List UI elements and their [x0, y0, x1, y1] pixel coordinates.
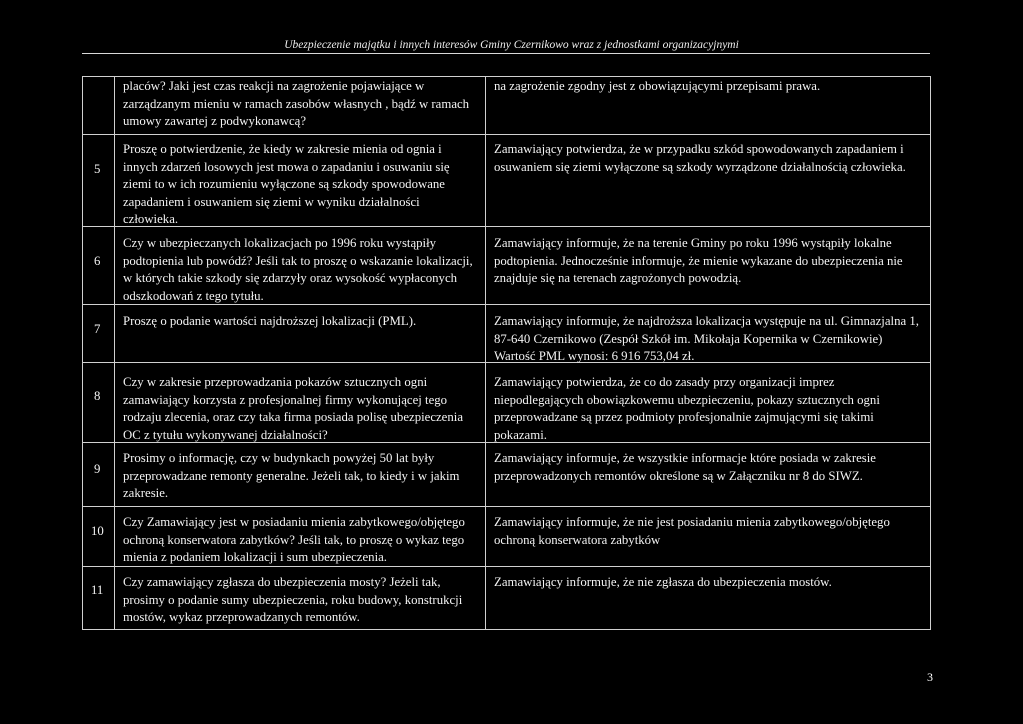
row-answer: Zamawiający informuje, że na terenie Gminy po roku 1996 wystąpiły lokalne podtopienia. Jednocześnie informuje, że mienie wykazane do ubezpieczenia nie znajduje się na terenach zagrożonych powodzią.	[494, 236, 903, 286]
row-number: 6	[94, 254, 101, 268]
table-border-right	[930, 76, 931, 630]
row-answer: Zamawiający informuje, że wszystkie informacje które posiada w zakresie przeprowadzonych remontów określone są w Załączniku nr 8 do SIWZ.	[494, 451, 876, 483]
table-row-separator	[82, 76, 930, 77]
table-divider-columns	[485, 76, 486, 630]
table-row-separator	[82, 506, 930, 507]
row-answer: Zamawiający informuje, że najdroższa lokalizacja występuje na ul. Gimnazjalna 1, 87-640 Czernikowo (Zespół Szkół im. Mikołaja Kopernika w Czernikowie) Wartość PML wynosi: 6 916 753,04 zł.	[494, 314, 919, 364]
row-question: Proszę o podanie wartości najdroższej lokalizacji (PML).	[123, 314, 417, 328]
row-question: placów? Jaki jest czas reakcji na zagrożenie pojawiające w zarządzanym mieniu w ramach zasobów własnych , bądź w ramach umowy zawartej z podwykonawcą?	[123, 79, 470, 129]
row-answer: na zagrożenie zgodny jest z obowiązującymi przepisami prawa.	[494, 79, 821, 93]
table-row-separator	[82, 134, 930, 135]
row-question: Czy w zakresie przeprowadzania pokazów sztucznych ogni zamawiający korzysta z profesjonalnej firmy wykonującej tego rodzaju zlecenia, oraz czy taka firma posiada polisę ubezpieczenia OC z tytułu wykonywanej działalności?	[123, 375, 463, 442]
row-number: 5	[94, 162, 101, 176]
row-number: 7	[94, 322, 101, 336]
row-number: 8	[94, 389, 101, 403]
table-divider-number	[114, 76, 115, 630]
row-question: Prosimy o informację, czy w budynkach powyżej 50 lat były przeprowadzane remonty generalne. Jeżeli tak, to kiedy i w jakim zakresie.	[123, 451, 460, 501]
row-question: Czy w ubezpieczanych lokalizacjach po 1996 roku wystąpiły podtopienia lub powódź? Jeśli tak to proszę o wskazanie lokalizacji, w których takie szkody się zdarzyły oraz wysokość wypłaconych odszkodowań z tego tytułu.	[123, 236, 473, 303]
row-question: Czy Zamawiający jest w posiadaniu mienia zabytkowego/objętego ochroną konserwatora zabytków? Jeśli tak, to proszę o wykaz tego mienia z podaniem lokalizacji i sum ubezpieczenia.	[123, 515, 465, 565]
row-answer: Zamawiający informuje, że nie jest posiadaniu mienia zabytkowego/objętego ochroną konserwatora zabytków	[494, 515, 890, 547]
row-number: 11	[91, 583, 104, 597]
table-border-left	[82, 76, 83, 630]
page-number: 3	[927, 670, 933, 684]
row-answer: Zamawiający informuje, że nie zgłasza do ubezpieczenia mostów.	[494, 575, 832, 589]
row-answer: Zamawiający potwierdza, że w przypadku szkód spowodowanych zapadaniem i osuwaniem się ziemi wyłączone są szkody wyrządzone działalnością człowieka.	[494, 142, 906, 174]
table-row-separator	[82, 629, 930, 630]
document-header: Ubezpieczenie majątku i innych interesów Gminy Czernikowo wraz z jednostkami organizacyjnymi	[284, 39, 739, 51]
row-number: 9	[94, 462, 101, 476]
row-answer: Zamawiający potwierdza, że co do zasady przy organizacji imprez niepodlegających obowiązkowemu ubezpieczeniu, pokazy sztucznych ogni przeprowadzane są przez podmioty profesjonalnie zajmującymi się takimi pokazami.	[494, 375, 880, 442]
row-question: Czy zamawiający zgłasza do ubezpieczenia mosty? Jeżeli tak, prosimy o podanie sumy ubezpieczenia, roku budowy, konstrukcji mostów, wykaz przeprowadzanych remontów.	[123, 575, 463, 625]
row-number: 10	[91, 524, 104, 538]
row-question: Proszę o potwierdzenie, że kiedy w zakresie mienia od ognia i innych zdarzeń losowych jest mowa o zapadaniu i osuwaniu się ziemi to w ich rozumieniu wyłączone są szkody spowodowane zapadaniem i osuwaniem się ziemi w wyniku działalności człowieka.	[123, 142, 450, 227]
